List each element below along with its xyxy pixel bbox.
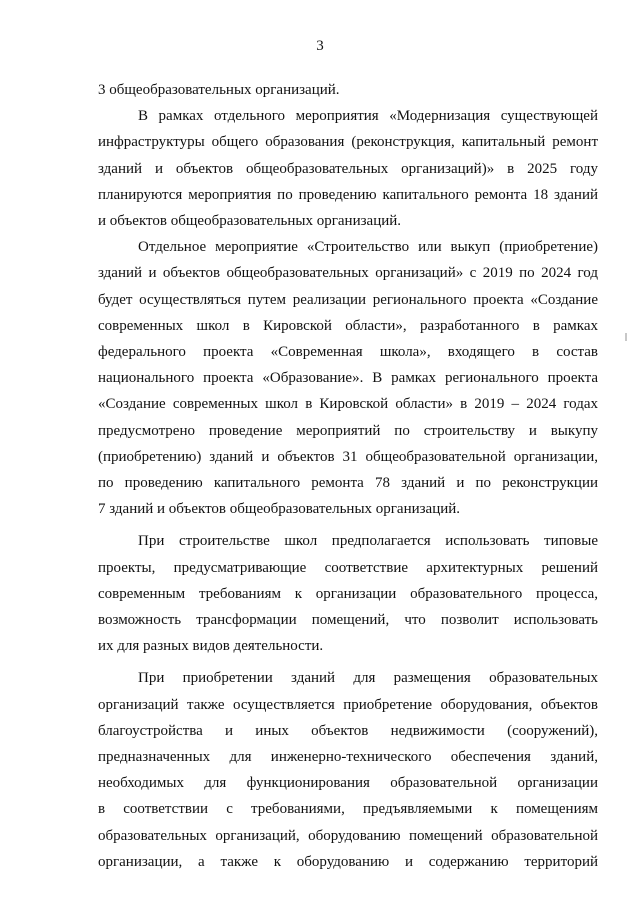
paragraph-line: При строительстве школ предполагается использовать типовые — [138, 533, 598, 550]
paragraph-line: Отдельное мероприятие «Строительство или выкуп (приобретение) — [138, 239, 598, 256]
paragraph-1 — [98, 77, 598, 103]
paragraph-line: инфраструктуры общего образования (реконструкция, капитальный ремонт — [98, 134, 598, 151]
paragraph-line: в соответствии с требованиями, предъявляемыми к помещениям — [98, 801, 598, 818]
page-number: 3 — [316, 38, 324, 54]
paragraph-line: и объектов общеобразовательных организаций. — [98, 213, 402, 230]
document-body — [98, 77, 598, 875]
paragraph-line: необходимых для функционирования образовательной организации — [98, 775, 598, 792]
paragraph-line: планируются мероприятия по проведению капитального ремонта 18 зданий — [98, 186, 598, 203]
paragraph-line: 3 общеобразовательных организаций. — [98, 82, 340, 98]
paragraph-line: В рамках отдельного мероприятия «Модернизация существующей — [138, 108, 598, 125]
paragraph-line: по проведению капитального ремонта 78 зданий и по реконструкции — [98, 475, 598, 492]
paragraph-5 — [98, 665, 598, 875]
paragraph-4 — [98, 528, 598, 659]
paragraph-line: предназначенных для инженерно-технического обеспечения зданий, — [98, 749, 598, 766]
paragraph-line: 7 зданий и объектов общеобразовательных организаций. — [98, 501, 461, 518]
paragraph-line: современным требованиям к организации образовательного процесса, — [98, 585, 598, 602]
paragraph-line: (приобретению) зданий и объектов 31 общеобразовательной организации, — [98, 448, 598, 465]
paragraph-3 — [98, 234, 598, 522]
paragraph-line: зданий и объектов общеобразовательных организаций» с 2019 по 2024 год — [98, 265, 598, 282]
paragraph-line: возможность трансформации помещений, что позволит использовать — [98, 612, 598, 629]
paragraph-2 — [98, 103, 598, 234]
paragraph-line: будет осуществляться путем реализации регионального проекта «Создание — [98, 291, 598, 308]
paragraph-line: современных школ в Кировской области», разработанного в рамках — [98, 317, 598, 334]
paragraph-line: их для разных видов деятельности. — [98, 638, 324, 655]
paragraph-line: организаций также осуществляется приобретение оборудования, объектов — [98, 696, 598, 713]
paragraph-line: При приобретении зданий для размещения образовательных — [138, 670, 598, 687]
paragraph-line: проекты, предусматривающие соответствие архитектурных решений — [98, 559, 598, 576]
paragraph-line: национального проекта «Образование». В рамках регионального проекта — [98, 370, 598, 387]
scan-mark — [625, 333, 627, 341]
paragraph-line: «Создание современных школ в Кировской области» в 2019 – 2024 годах — [98, 396, 598, 413]
paragraph-line: организации, а также к оборудованию и содержанию территорий — [98, 853, 598, 870]
paragraph-line: федерального проекта «Современная школа», входящего в состав — [98, 344, 598, 361]
paragraph-line: зданий и объектов общеобразовательных организаций)» в 2025 году — [98, 160, 598, 177]
paragraph-line: предусмотрено проведение мероприятий по строительству и выкупу — [98, 422, 598, 439]
paragraph-line: образовательных организаций, оборудованию помещений образовательной — [98, 827, 598, 844]
paragraph-line: благоустройства и иных объектов недвижимости (сооружений), — [98, 722, 598, 739]
